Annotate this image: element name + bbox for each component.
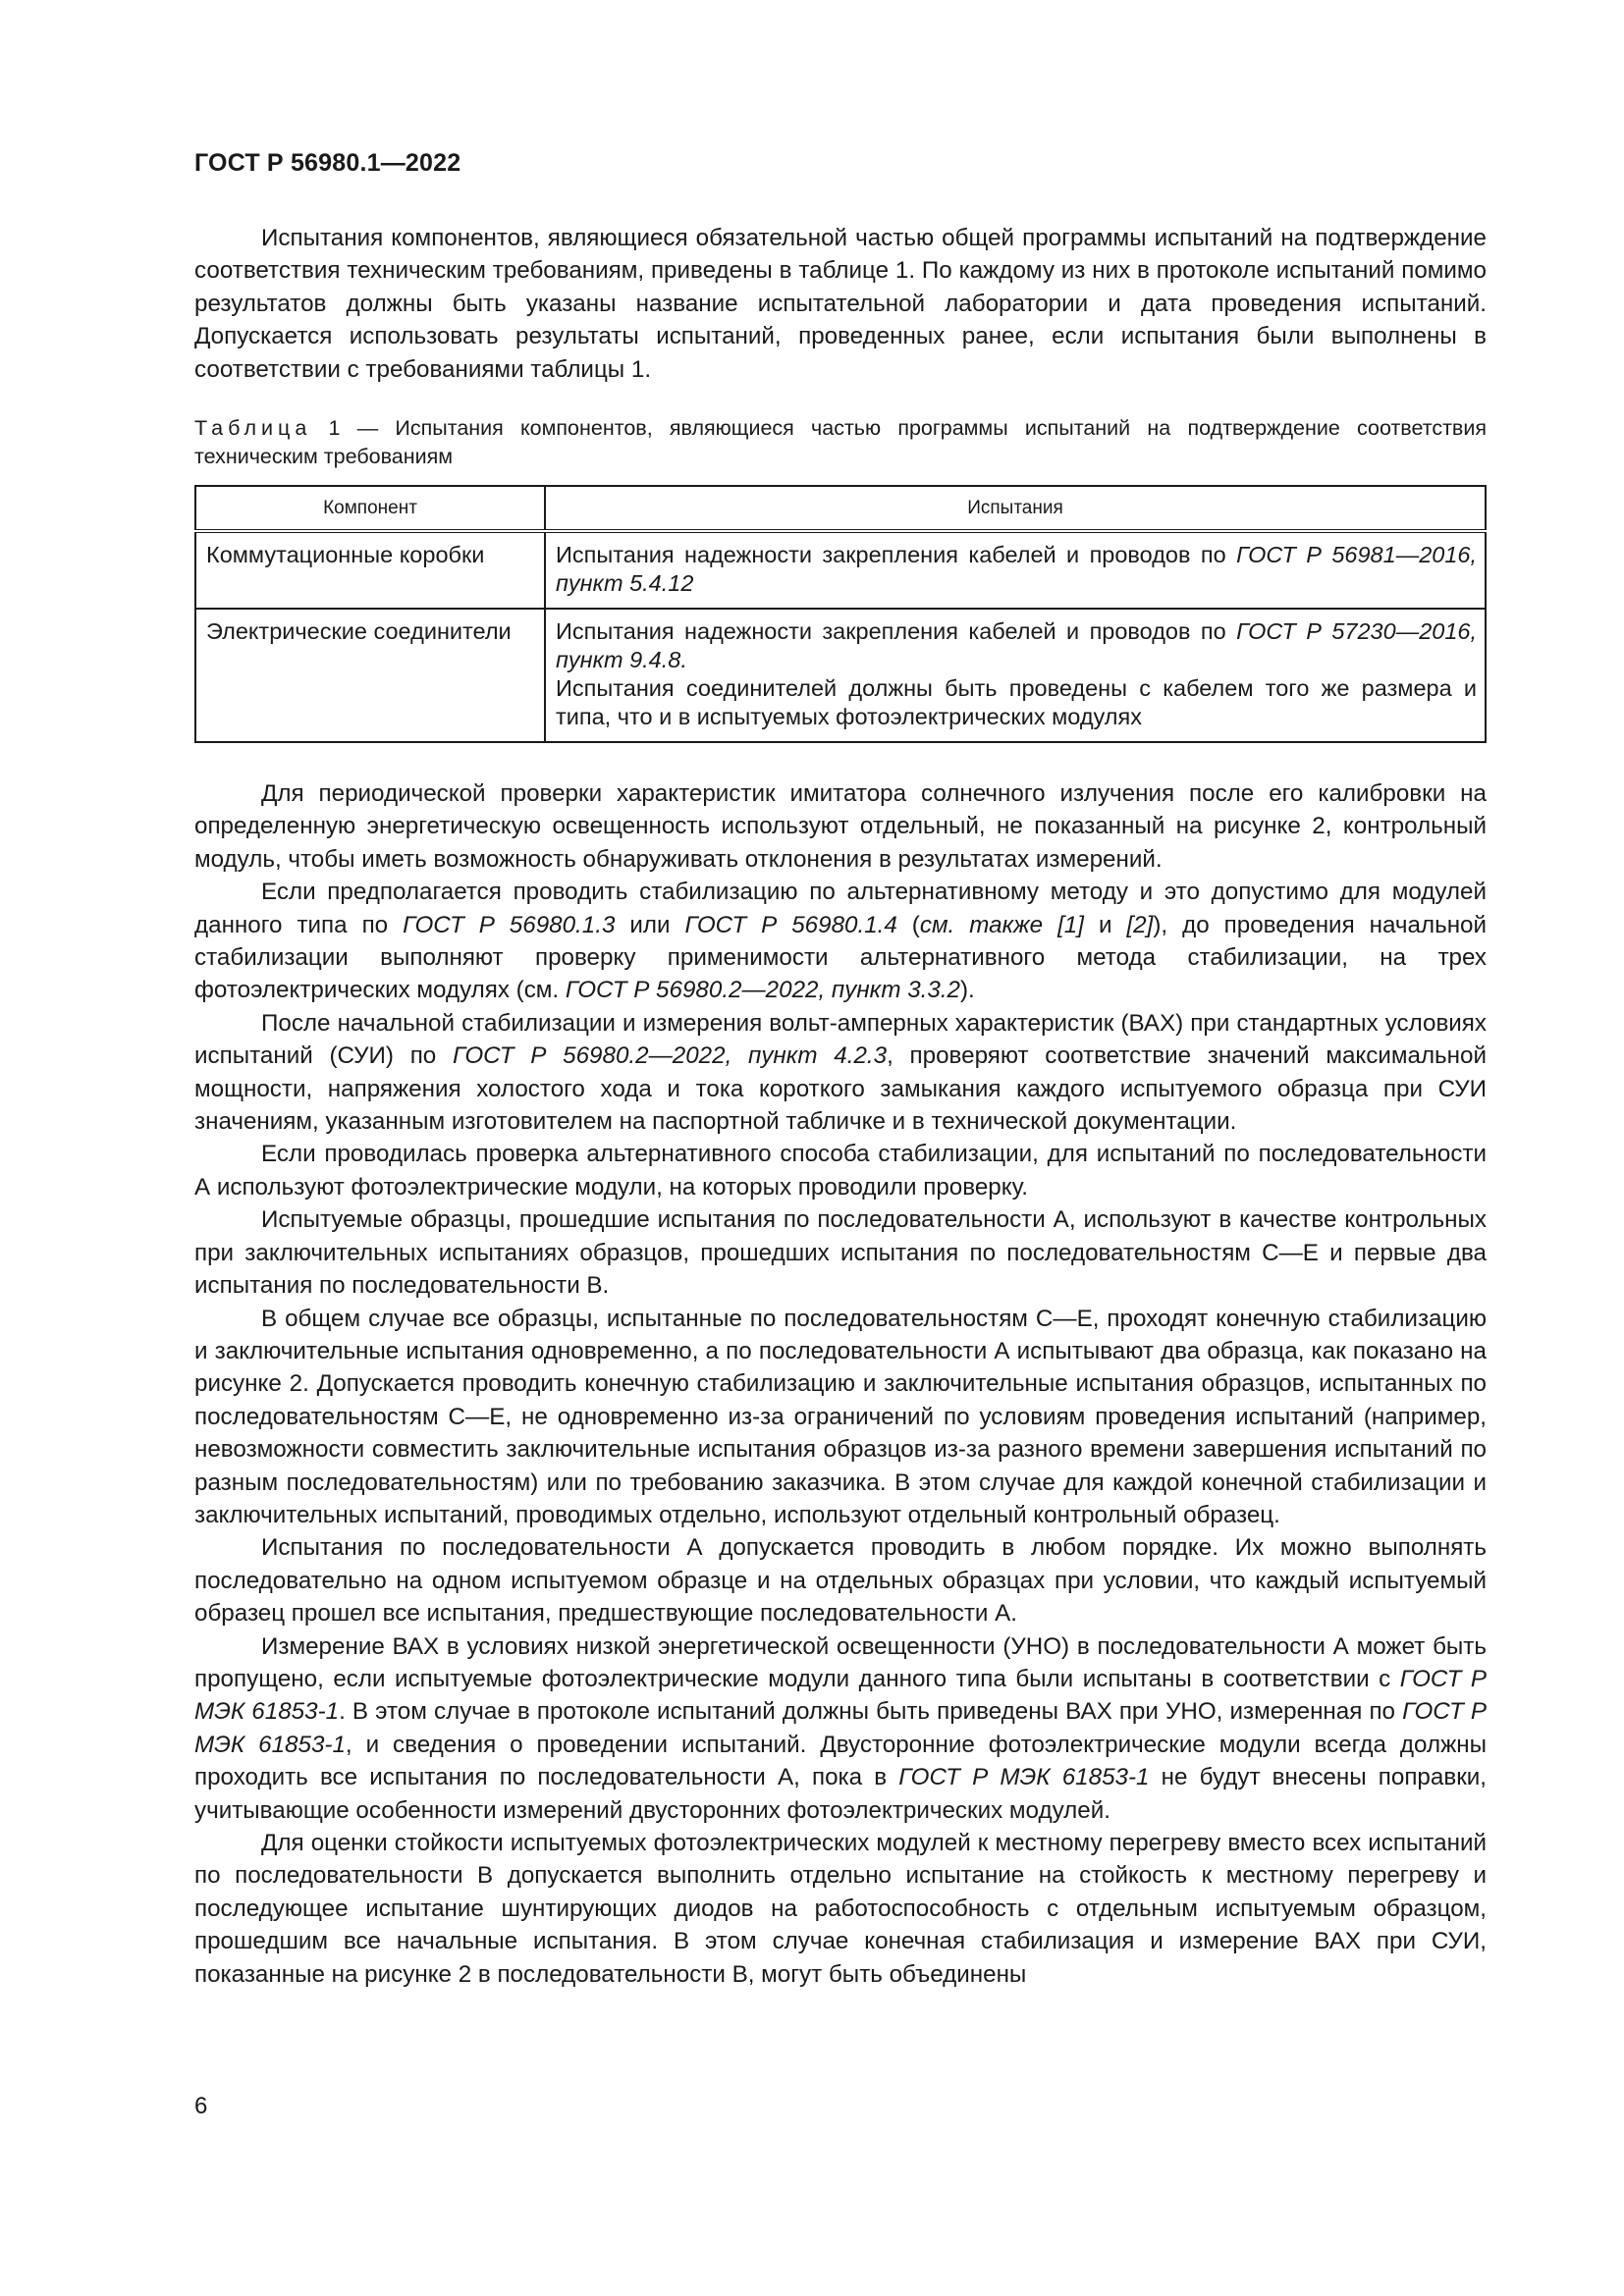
document-header: ГОСТ Р 56980.1—2022: [194, 149, 461, 177]
text-run: ).: [960, 977, 975, 1004]
table-caption: [194, 414, 1487, 471]
test-extra: Испытания соединителей должны быть проведены с кабелем того же размера и типа, что и в испытуемых фотоэлектрических модулях: [556, 675, 1477, 729]
intro-paragraph: Испытания компонентов, являющиеся обязательной частью общей программы испытаний на подтверждение соответствия техническим требованиям, приведены в таблице 1. По каждому из них в протоколе испытаний помимо результатов должны быть указаны название испытательной лаборатории и дата проведения испытаний. Допускается использовать результаты испытаний, проведенных ранее, если испытания были выполнены в соответствии с требованиями таблицы 1.: [194, 225, 1487, 383]
cell-tests: [545, 531, 1486, 609]
table-row: [195, 531, 1486, 609]
components-table: [194, 485, 1487, 743]
text-run: Измерение ВАХ в условиях низкой энергетической освещенности (УНО) в последовательности А может быть пропущено, если испытуемые фотоэлектрические модули данного типа были испытаны в соответствии с: [194, 1632, 1487, 1692]
paragraph-7: Испытания по последовательности А допускается проводить в любом порядке. Их можно выполнять последовательно на одном испытуемом образце и на отдельных образцах при условии, что каждый испытуемый образец прошел все испытания, предшествующие последовательности А.: [194, 1534, 1487, 1628]
reference: ГОСТ Р МЭК 61853-1: [898, 1764, 1150, 1791]
table-row: [195, 609, 1486, 742]
text-run: или: [615, 911, 685, 938]
reference: [2]: [1126, 911, 1154, 938]
cell-component: Коммутационные коробки: [195, 531, 545, 609]
text-run: (: [896, 911, 920, 938]
text-run: Если предполагается проводить стабилизацию по альтернативному методу и это допустимо для модулей данного типа по: [194, 879, 1487, 938]
test-reference: ГОСТ Р 56981—2016, пункт 5.4.12: [556, 542, 1477, 596]
paragraph-9: Для оценки стойкости испытуемых фотоэлектрических модулей к местному перегреву вместо всех испытаний по последовательности В допускается выполнить отдельно испытание на стойкость к местному перегреву и последующее испытание шунтирующих диодов на работоспособность с отдельным испытуемым образцом, прошедшим все начальные испытания. В этом случае конечная стабилизация и измерение ВАХ при СУИ, показанные на рисунке 2 в последовательности В, могут быть объединены: [194, 1830, 1487, 1988]
paragraph-5: Испытуемые образцы, прошедшие испытания по последовательности А, используют в качестве контрольных при заключительных испытаниях образцов, прошедших испытания по последовательностям С—Е и первые два испытания по последовательности В.: [194, 1206, 1487, 1300]
table-header-row: [195, 486, 1486, 531]
paragraph-6: В общем случае все образцы, испытанные по последовательностям С—Е, проходят конечную стабилизацию и заключительные испытания одновременно, а по последовательности А испытывают два образца, как показано на рисунке 2. Допускается проводить конечную стабилизацию и заключительные испытания образцов, испытанных по последовательностям С—Е, не одновременно из-за ограничений по условиям проведения испытаний (например, невозможности совместить заключительные испытания образцов из-за разного времени завершения испытаний по разным последовательностям) или по требованию заказчика. В этом случае для каждой конечной стабилизации и заключительных испытаний, проводимых отдельно, используют отдельный контрольный образец.: [194, 1305, 1487, 1528]
header-component: Компонент: [195, 486, 545, 531]
text-run: . В этом случае в протоколе испытаний должны быть приведены ВАХ при УНО, измеренная по: [339, 1698, 1403, 1726]
reference: ГОСТ Р 56980.2—2022, пункт 4.2.3: [452, 1042, 888, 1070]
test-text: Испытания надежности закрепления кабелей и проводов по: [556, 542, 1237, 567]
text-run: не будут внесены поправки, учитывающие особенности измерений двусторонних фотоэлектрических модулей.: [194, 1764, 1488, 1824]
reference: ГОСТ Р 56980.2—2022, пункт 3.3.2: [565, 977, 960, 1004]
text-run: , и сведения о проведении испытаний. Двусторонние фотоэлектрические модули всегда должны проходить все испытания по последовательности А, пока в: [194, 1731, 1487, 1791]
paragraph-1: Для периодической проверки характеристик имитатора солнечного излучения после его калибровки на определенную энергетическую освещенность используют отдельный, не показанный на рисунке 2, контрольный модуль, чтобы иметь возможность обнаруживать отклонения в результатах измерений.: [194, 780, 1487, 873]
table-caption-word: Таблица: [194, 416, 312, 440]
reference: ГОСТ Р 56980.1.4: [684, 911, 897, 938]
cell-tests: [545, 609, 1486, 742]
body-text: [194, 777, 1487, 1991]
paragraph-2: [194, 876, 1487, 1007]
text-run: , проверяют соответствие значений максимальной мощности, напряжения холостого хода и тока короткого замыкания каждого испытуемого образца при СУИ значениям, указанным изготовителем на паспортной табличке и в технической документации.: [194, 1042, 1487, 1136]
cell-component: Электрические соединители: [195, 609, 545, 742]
paragraph-8: [194, 1630, 1487, 1827]
reference: ГОСТ Р 56980.1.3: [403, 911, 616, 938]
test-text: Испытания надежности закрепления кабелей и проводов по: [556, 618, 1237, 644]
header-tests: Испытания: [545, 486, 1486, 531]
test-reference: ГОСТ Р 57230—2016, пункт 9.4.8.: [556, 618, 1477, 672]
text-run: ), до проведения начальной стабилизации выполняют проверку применимости альтернативного метода стабилизации, на трех фотоэлектрических модулях (см.: [194, 911, 1488, 1004]
reference: ГОСТ Р МЭК 61853-1: [194, 1665, 1487, 1726]
paragraph-4: Если проводилась проверка альтернативного способа стабилизации, для испытаний по последовательности А используют фотоэлектрические модули, на которых проводили проверку.: [194, 1141, 1487, 1201]
reference: ГОСТ Р МЭК 61853-1: [194, 1698, 1487, 1758]
table-caption-text: 1 — Испытания компонентов, являющиеся частью программы испытаний на подтверждение соответствия техническим требованиям: [194, 416, 1487, 468]
reference: см. также [1]: [919, 911, 1084, 938]
page-number: 6: [194, 2093, 208, 2119]
text-run: После начальной стабилизации и измерения вольт-амперных характеристик (ВАХ) при стандартных условиях испытаний (СУИ) по: [194, 1009, 1487, 1070]
text-run: и: [1083, 911, 1127, 938]
paragraph-3: [194, 1007, 1487, 1139]
